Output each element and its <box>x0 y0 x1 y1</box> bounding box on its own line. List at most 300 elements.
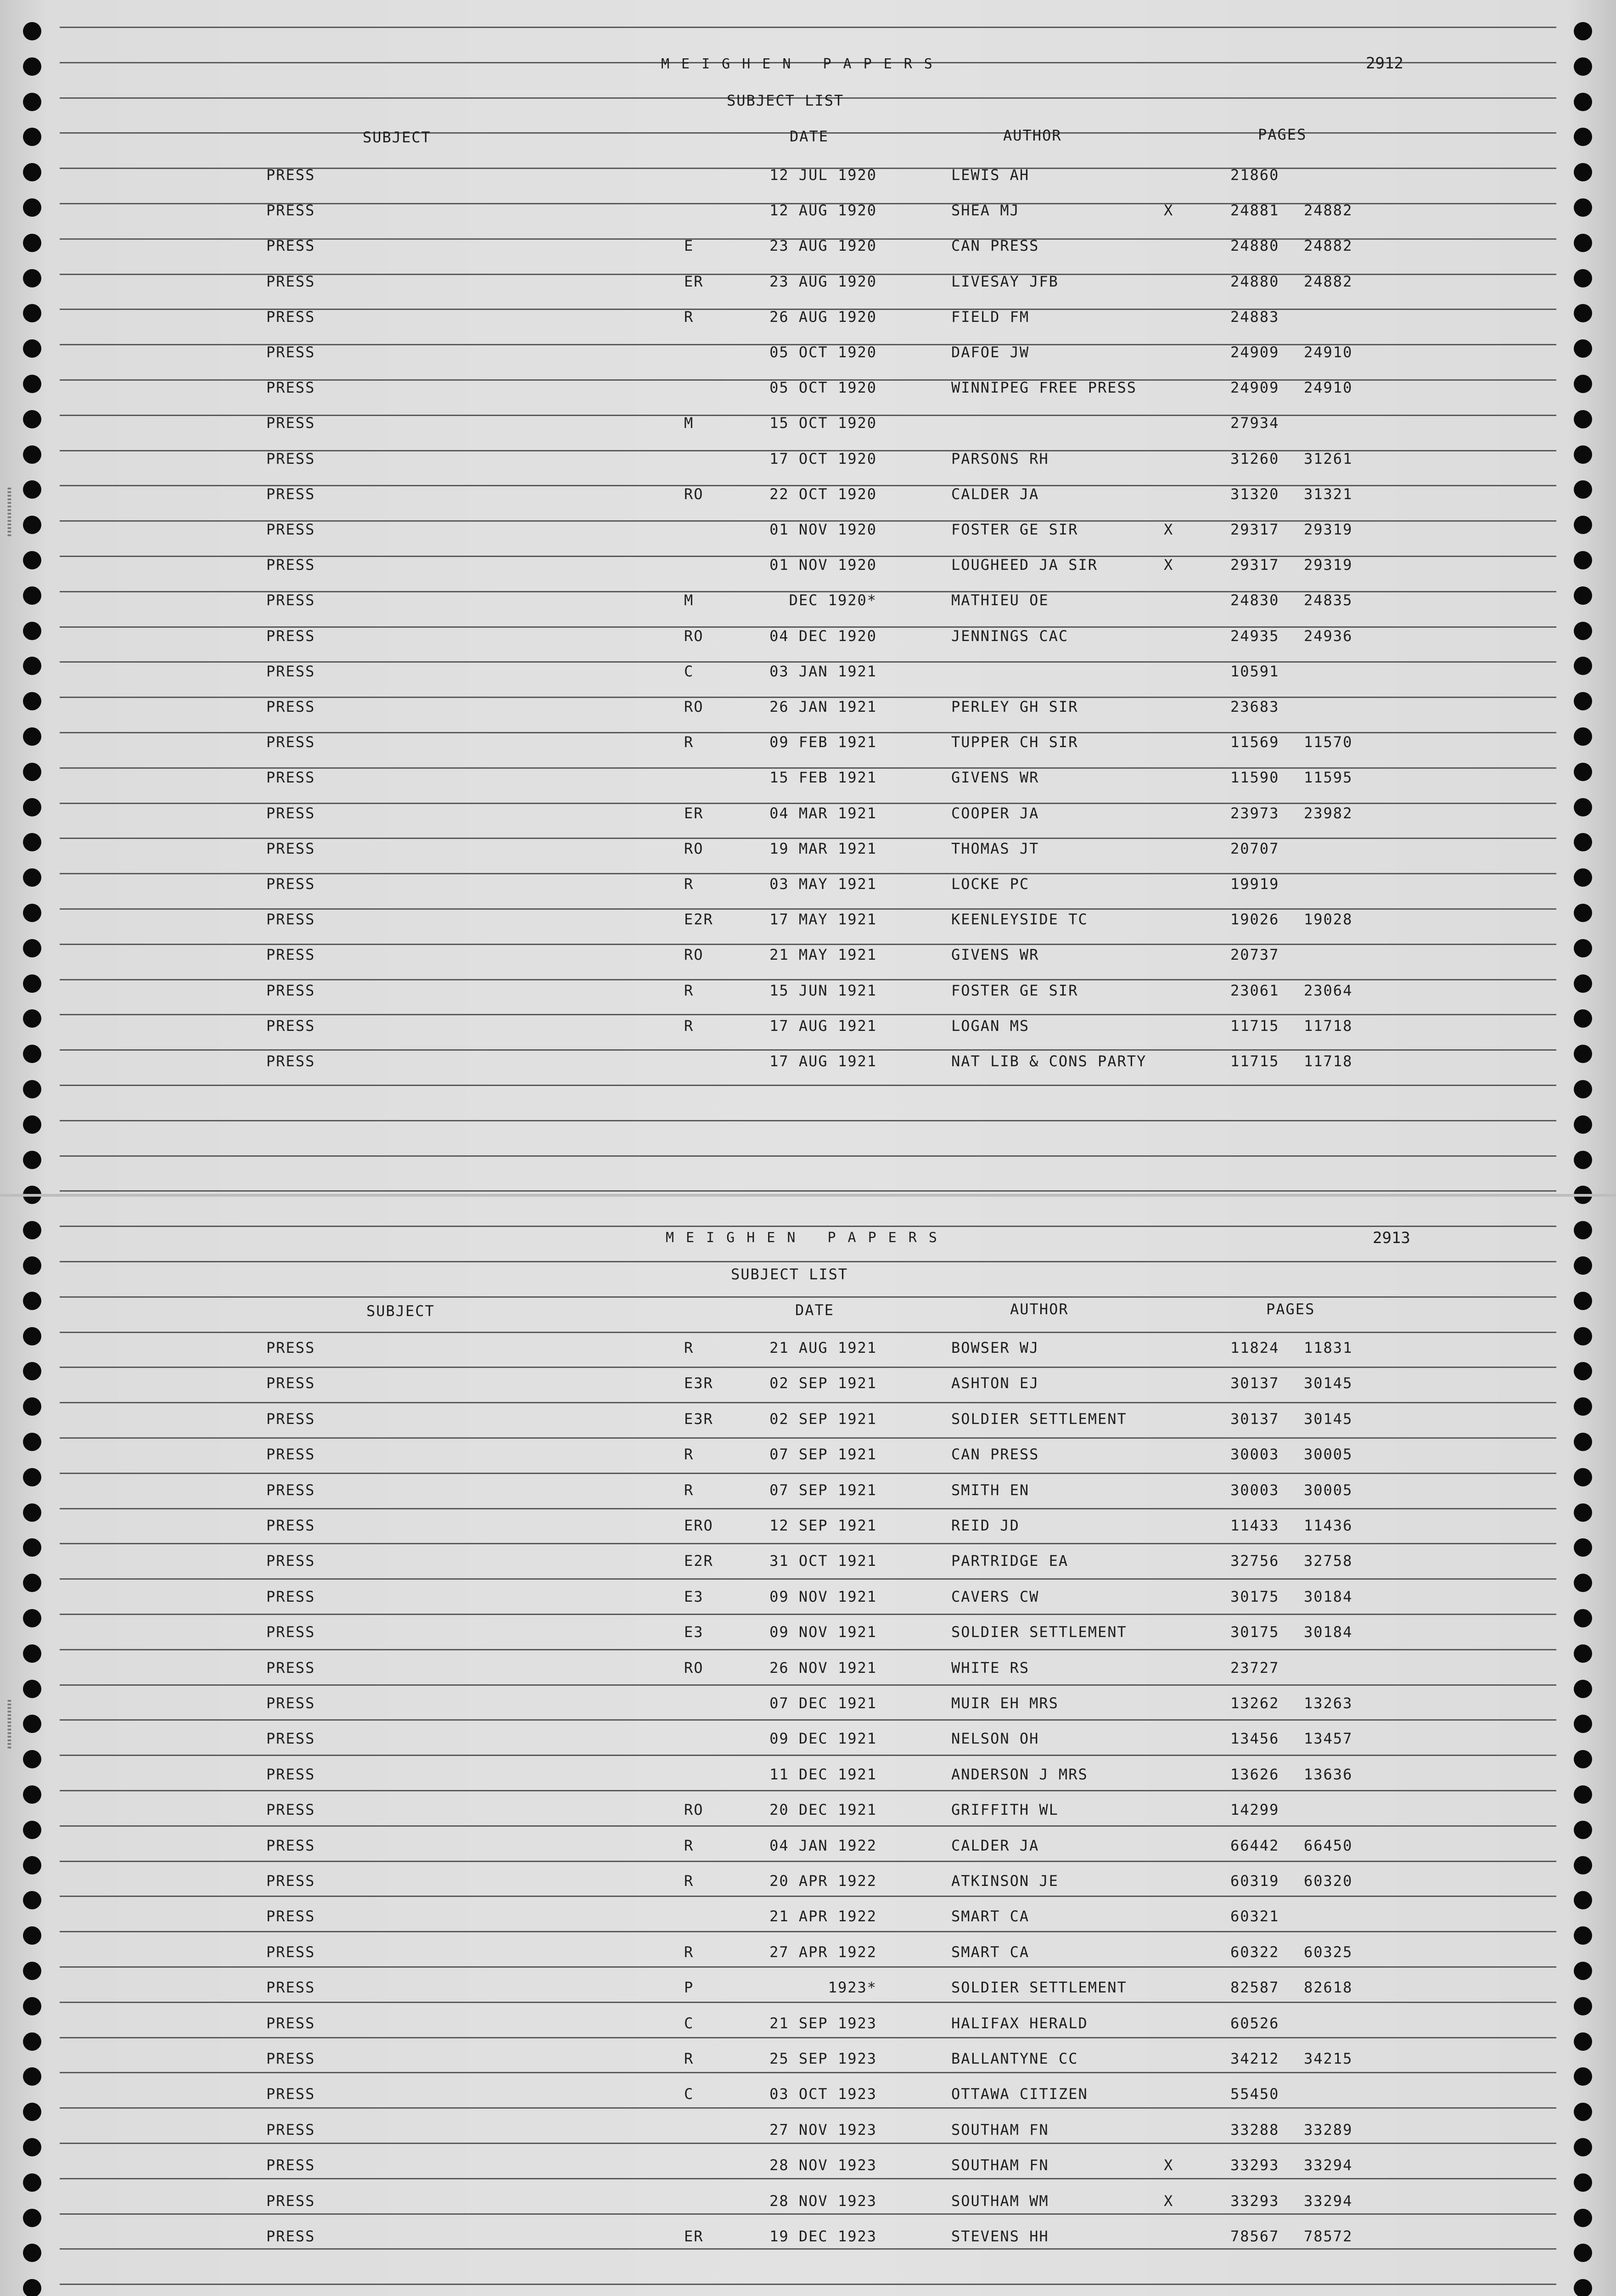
subject-cell: PRESS <box>266 1052 315 1070</box>
code-cell: RO <box>684 946 704 964</box>
subject-cell: PRESS <box>266 450 315 467</box>
date-cell: 26 AUG 1920 <box>769 308 877 326</box>
page-start-cell: 24881 <box>1230 202 1279 219</box>
page-end-cell: 30145 <box>1304 1410 1353 1428</box>
ruled-line <box>60 1155 1556 1157</box>
author-cell: LOGAN MS <box>951 1017 1030 1035</box>
page-end-cell: 60325 <box>1304 1943 1353 1961</box>
date-cell: 09 DEC 1921 <box>769 1730 877 1748</box>
feed-hole <box>23 1115 41 1134</box>
date-cell: 21 AUG 1921 <box>769 1339 877 1356</box>
page-end-cell: 24882 <box>1304 272 1353 290</box>
date-cell: 17 OCT 1920 <box>769 450 877 467</box>
author-cell: SHEA MJ <box>951 202 1020 219</box>
subject-cell: PRESS <box>266 166 315 184</box>
page-end-cell: 24835 <box>1304 591 1353 609</box>
table-row <box>0 379 1616 411</box>
page-start-cell: 14299 <box>1230 1801 1279 1819</box>
author-cell: ASHTON EJ <box>951 1374 1039 1392</box>
code-cell: E2R <box>684 911 713 929</box>
table-row <box>0 1872 1616 1904</box>
author-cell: ANDERSON J MRS <box>951 1765 1088 1783</box>
page-end-cell: 24936 <box>1304 627 1353 645</box>
code-cell: M <box>684 414 694 432</box>
date-cell: 04 DEC 1920 <box>769 627 877 645</box>
subject-cell: PRESS <box>266 875 315 893</box>
page-end-cell: 30145 <box>1304 1374 1353 1392</box>
table-row <box>0 2228 1616 2260</box>
author-cell: WINNIPEG FREE PRESS <box>951 379 1137 397</box>
subject-cell: PRESS <box>266 1872 315 1890</box>
author-cell: CAN PRESS <box>951 237 1039 255</box>
subject-cell: PRESS <box>266 1659 315 1677</box>
feed-hole <box>1574 57 1592 76</box>
code-cell: R <box>684 1339 694 1356</box>
form-imprint: ▮▮▮▮▮▮▮▮▮▮▮▮▮▮ <box>6 1699 13 1750</box>
date-cell: 17 MAY 1921 <box>769 911 877 929</box>
page-start-cell: 24935 <box>1230 627 1279 645</box>
table-row <box>0 1446 1616 1478</box>
code-cell: R <box>684 308 694 326</box>
date-cell: 21 APR 1922 <box>769 1908 877 1925</box>
page-start-cell: 66442 <box>1230 1836 1279 1854</box>
page-end-cell: 11718 <box>1304 1052 1353 1070</box>
author-cell: DAFOE JW <box>951 343 1030 361</box>
page-start-cell: 11433 <box>1230 1517 1279 1534</box>
page-start-cell: 21860 <box>1230 166 1279 184</box>
page-end-cell: 24882 <box>1304 237 1353 255</box>
code-cell: RO <box>684 698 704 715</box>
page-number: 2912 <box>1366 54 1403 73</box>
page-start-cell: 33293 <box>1230 2192 1279 2210</box>
date-cell: 22 OCT 1920 <box>769 485 877 503</box>
column-header-pages: PAGES <box>1258 126 1307 143</box>
author-cell: BOWSER WJ <box>951 1339 1039 1356</box>
subject-cell: PRESS <box>266 2085 315 2103</box>
ruled-line <box>60 873 1556 874</box>
table-row <box>0 1659 1616 1691</box>
code-cell: C <box>684 662 694 680</box>
page-end-cell: 31321 <box>1304 485 1353 503</box>
page-end-cell: 24910 <box>1304 379 1353 397</box>
page-end-cell: 11718 <box>1304 1017 1353 1035</box>
subject-cell: PRESS <box>266 1694 315 1712</box>
subject-cell: PRESS <box>266 946 315 964</box>
page-start-cell: 20737 <box>1230 946 1279 964</box>
sheet-title: MEIGHEN PAPERS <box>661 56 944 72</box>
table-row <box>0 414 1616 446</box>
page-end-cell: 11570 <box>1304 733 1353 751</box>
date-cell: 15 JUN 1921 <box>769 981 877 999</box>
table-row <box>0 946 1616 978</box>
subject-cell: PRESS <box>266 1623 315 1641</box>
page-start-cell: 32756 <box>1230 1552 1279 1570</box>
page-start-cell: 23973 <box>1230 804 1279 822</box>
subject-cell: PRESS <box>266 1979 315 1997</box>
perforation-fold <box>0 1194 1616 1197</box>
subject-cell: PRESS <box>266 1765 315 1783</box>
subject-cell: PRESS <box>266 2156 315 2174</box>
page-number: 2913 <box>1373 1229 1410 1247</box>
page-end-cell: 29319 <box>1304 521 1353 538</box>
table-row <box>0 911 1616 943</box>
table-row <box>0 733 1616 765</box>
page-end-cell: 11436 <box>1304 1517 1353 1534</box>
table-row <box>0 1017 1616 1049</box>
page-start-cell: 60526 <box>1230 2014 1279 2032</box>
table-row <box>0 1623 1616 1655</box>
table-row <box>0 1730 1616 1762</box>
author-cell: PARTRIDGE EA <box>951 1552 1069 1570</box>
date-cell: 26 NOV 1921 <box>769 1659 877 1677</box>
code-cell: RO <box>684 1801 704 1819</box>
table-row <box>0 1694 1616 1727</box>
author-cell: SOLDIER SETTLEMENT <box>951 1979 1127 1997</box>
page-end-cell: 30005 <box>1304 1446 1353 1463</box>
author-cell: SMART CA <box>951 1943 1030 1961</box>
table-row <box>0 521 1616 553</box>
table-row <box>0 1837 1616 1869</box>
page-start-cell: 31260 <box>1230 450 1279 467</box>
page-start-cell: 24880 <box>1230 272 1279 290</box>
table-row <box>0 627 1616 659</box>
code-cell: R <box>684 733 694 751</box>
author-cell: STEVENS HH <box>951 2228 1049 2245</box>
page-end-cell: 30005 <box>1304 1481 1353 1499</box>
table-row <box>0 1908 1616 1940</box>
author-cell: GIVENS WR <box>951 769 1039 787</box>
page-end-cell: 30184 <box>1304 1587 1353 1605</box>
page-start-cell: 24830 <box>1230 591 1279 609</box>
date-cell: 05 OCT 1920 <box>769 343 877 361</box>
table-row <box>0 840 1616 872</box>
ruled-line <box>60 1226 1556 1227</box>
table-row <box>0 1517 1616 1549</box>
table-row <box>0 1410 1616 1442</box>
ruled-line <box>60 979 1556 980</box>
author-cell: LEWIS AH <box>951 166 1030 184</box>
page-start-cell: 24880 <box>1230 237 1279 255</box>
subject-cell: PRESS <box>266 1374 315 1392</box>
page-start-cell: 20707 <box>1230 839 1279 857</box>
date-cell: 03 MAY 1921 <box>769 875 877 893</box>
flag-cell: X <box>1164 556 1174 574</box>
subject-cell: PRESS <box>266 343 315 361</box>
table-row <box>0 1052 1616 1085</box>
table-row <box>0 1552 1616 1584</box>
subject-cell: PRESS <box>266 911 315 929</box>
date-cell: 21 SEP 1923 <box>769 2014 877 2032</box>
subject-cell: PRESS <box>266 379 315 397</box>
subject-cell: PRESS <box>266 1481 315 1499</box>
table-row <box>0 1766 1616 1798</box>
page-start-cell: 11569 <box>1230 733 1279 751</box>
page-start-cell: 19026 <box>1230 911 1279 929</box>
subject-cell: PRESS <box>266 1517 315 1534</box>
author-cell: CAN PRESS <box>951 1446 1039 1463</box>
date-cell: 27 NOV 1923 <box>769 2121 877 2138</box>
page-end-cell: 23982 <box>1304 804 1353 822</box>
flag-cell: X <box>1164 2156 1174 2174</box>
code-cell: R <box>684 1872 694 1890</box>
subject-cell: PRESS <box>266 1552 315 1570</box>
table-row <box>0 485 1616 518</box>
page-start-cell: 82587 <box>1230 1979 1279 1997</box>
subject-cell: PRESS <box>266 2121 315 2138</box>
table-row <box>0 1374 1616 1407</box>
page-start-cell: 23727 <box>1230 1659 1279 1677</box>
flag-cell: X <box>1164 202 1174 219</box>
ruled-line <box>60 1085 1556 1086</box>
date-cell: 03 JAN 1921 <box>769 662 877 680</box>
date-cell: 03 OCT 1923 <box>769 2085 877 2103</box>
code-cell: R <box>684 2050 694 2067</box>
subject-cell: PRESS <box>266 1836 315 1854</box>
subject-cell: PRESS <box>266 1339 315 1356</box>
date-cell: 04 MAR 1921 <box>769 804 877 822</box>
page-end-cell: 13636 <box>1304 1765 1353 1783</box>
ruled-line <box>60 944 1556 945</box>
author-cell: LOCKE PC <box>951 875 1030 893</box>
page-start-cell: 31320 <box>1230 485 1279 503</box>
table-row <box>0 343 1616 376</box>
page-start-cell: 24909 <box>1230 343 1279 361</box>
author-cell: LOUGHEED JA SIR <box>951 556 1098 574</box>
table-row <box>0 769 1616 801</box>
feed-hole <box>23 22 41 40</box>
subject-cell: PRESS <box>266 981 315 999</box>
date-cell: 23 AUG 1920 <box>769 237 877 255</box>
page-start-cell: 24909 <box>1230 379 1279 397</box>
ruled-line <box>60 838 1556 839</box>
code-cell: E3 <box>684 1623 704 1641</box>
page-start-cell: 11590 <box>1230 769 1279 787</box>
code-cell: R <box>684 1446 694 1463</box>
feed-hole <box>1574 2279 1592 2296</box>
feed-hole <box>23 1292 41 1310</box>
ruled-line <box>60 1014 1556 1015</box>
subject-cell: PRESS <box>266 1943 315 1961</box>
ruled-line <box>60 767 1556 769</box>
code-cell: R <box>684 1481 694 1499</box>
author-cell: NELSON OH <box>951 1730 1039 1748</box>
author-cell: NAT LIB & CONS PARTY <box>951 1052 1147 1070</box>
subject-cell: PRESS <box>266 1446 315 1463</box>
author-cell: SOUTHAM FN <box>951 2121 1049 2138</box>
code-cell: E2R <box>684 1552 713 1570</box>
sheet-title: MEIGHEN PAPERS <box>666 1230 949 1246</box>
subject-cell: PRESS <box>266 414 315 432</box>
author-cell: HALIFAX HERALD <box>951 2014 1088 2032</box>
date-cell: 20 APR 1922 <box>769 1872 877 1890</box>
author-cell: SMITH EN <box>951 1481 1030 1499</box>
feed-hole <box>23 2279 41 2296</box>
form-imprint: ▮▮▮▮▮▮▮▮▮▮▮▮▮▮ <box>6 487 13 537</box>
ruled-line <box>60 1296 1556 1298</box>
page-start-cell: 23683 <box>1230 698 1279 715</box>
subject-cell: PRESS <box>266 733 315 751</box>
subject-cell: PRESS <box>266 1908 315 1925</box>
subject-cell: PRESS <box>266 308 315 326</box>
code-cell: E3 <box>684 1587 704 1605</box>
ruled-line <box>60 1120 1556 1121</box>
page-start-cell: 29317 <box>1230 556 1279 574</box>
subject-cell: PRESS <box>266 202 315 219</box>
author-cell: SOUTHAM WM <box>951 2192 1049 2210</box>
table-row <box>0 1588 1616 1620</box>
subject-cell: PRESS <box>266 2192 315 2210</box>
date-cell: 01 NOV 1920 <box>769 521 877 538</box>
code-cell: R <box>684 1017 694 1035</box>
page-start-cell: 30137 <box>1230 1410 1279 1428</box>
page-start-cell: 60322 <box>1230 1943 1279 1961</box>
subject-cell: PRESS <box>266 556 315 574</box>
table-row <box>0 166 1616 198</box>
feed-hole <box>1574 1115 1592 1134</box>
subject-cell: PRESS <box>266 521 315 538</box>
subject-cell: PRESS <box>266 1730 315 1748</box>
subject-cell: PRESS <box>266 591 315 609</box>
subject-cell: PRESS <box>266 2228 315 2245</box>
date-cell: 27 APR 1922 <box>769 1943 877 1961</box>
column-header-subject: SUBJECT <box>366 1302 435 1320</box>
page-start-cell: 60319 <box>1230 1872 1279 1890</box>
page-start-cell: 23061 <box>1230 981 1279 999</box>
subject-cell: PRESS <box>266 627 315 645</box>
code-cell: C <box>684 2014 694 2032</box>
code-cell: ER <box>684 272 704 290</box>
code-cell: R <box>684 1836 694 1854</box>
code-cell: R <box>684 875 694 893</box>
column-header-date: DATE <box>790 128 829 145</box>
page-end-cell: 23064 <box>1304 981 1353 999</box>
date-cell: 07 SEP 1921 <box>769 1446 877 1463</box>
code-cell: RO <box>684 627 704 645</box>
ruled-line <box>60 27 1556 28</box>
table-row <box>0 273 1616 305</box>
author-cell: SMART CA <box>951 1908 1030 1925</box>
subject-cell: PRESS <box>266 1410 315 1428</box>
page-start-cell: 60321 <box>1230 1908 1279 1925</box>
date-cell: 28 NOV 1923 <box>769 2192 877 2210</box>
author-cell: COOPER JA <box>951 804 1039 822</box>
author-cell: FOSTER GE SIR <box>951 981 1078 999</box>
page-start-cell: 13262 <box>1230 1694 1279 1712</box>
table-row <box>0 663 1616 695</box>
table-row <box>0 875 1616 907</box>
page-start-cell: 11824 <box>1230 1339 1279 1356</box>
author-cell: GIVENS WR <box>951 946 1039 964</box>
author-cell: ATKINSON JE <box>951 1872 1059 1890</box>
page-end-cell: 11831 <box>1304 1339 1353 1356</box>
subject-cell: PRESS <box>266 2014 315 2032</box>
code-cell: M <box>684 591 694 609</box>
table-row <box>0 2050 1616 2082</box>
page-end-cell: 33294 <box>1304 2192 1353 2210</box>
page-end-cell: 32758 <box>1304 1552 1353 1570</box>
page-start-cell: 10591 <box>1230 662 1279 680</box>
table-row <box>0 450 1616 482</box>
feed-hole <box>23 93 41 111</box>
author-cell: JENNINGS CAC <box>951 627 1069 645</box>
page-end-cell: 29319 <box>1304 556 1353 574</box>
date-cell: 04 JAN 1922 <box>769 1836 877 1854</box>
author-cell: OTTAWA CITIZEN <box>951 2085 1088 2103</box>
author-cell: SOLDIER SETTLEMENT <box>951 1410 1127 1428</box>
page-end-cell: 11595 <box>1304 769 1353 787</box>
page-start-cell: 13626 <box>1230 1765 1279 1783</box>
page-start-cell: 55450 <box>1230 2085 1279 2103</box>
subject-cell: PRESS <box>266 1801 315 1819</box>
table-row <box>0 698 1616 730</box>
date-cell: DEC 1920* <box>789 591 877 609</box>
ruled-line <box>60 2284 1556 2285</box>
author-cell: SOUTHAM FN <box>951 2156 1049 2174</box>
date-cell: 31 OCT 1921 <box>769 1552 877 1570</box>
date-cell: 11 DEC 1921 <box>769 1765 877 1783</box>
page-start-cell: 30175 <box>1230 1587 1279 1605</box>
page-start-cell: 30003 <box>1230 1481 1279 1499</box>
page-end-cell: 82618 <box>1304 1979 1353 1997</box>
page-end-cell: 60320 <box>1304 1872 1353 1890</box>
subject-cell: PRESS <box>266 698 315 715</box>
table-row <box>0 1481 1616 1514</box>
date-cell: 01 NOV 1920 <box>769 556 877 574</box>
date-cell: 07 DEC 1921 <box>769 1694 877 1712</box>
subject-cell: PRESS <box>266 485 315 503</box>
feed-hole <box>1574 1151 1592 1169</box>
date-cell: 09 NOV 1921 <box>769 1623 877 1641</box>
feed-hole <box>23 1151 41 1169</box>
date-cell: 23 AUG 1920 <box>769 272 877 290</box>
code-cell: RO <box>684 1659 704 1677</box>
page-start-cell: 30137 <box>1230 1374 1279 1392</box>
code-cell: ER <box>684 804 704 822</box>
date-cell: 26 JAN 1921 <box>769 698 877 715</box>
table-row <box>0 2121 1616 2153</box>
subject-cell: PRESS <box>266 237 315 255</box>
feed-hole <box>1574 93 1592 111</box>
ruled-line <box>60 1190 1556 1192</box>
table-row <box>0 202 1616 234</box>
table-row <box>0 591 1616 624</box>
page-end-cell: 24882 <box>1304 202 1353 219</box>
subject-cell: PRESS <box>266 2050 315 2067</box>
code-cell: E3R <box>684 1410 713 1428</box>
date-cell: 12 AUG 1920 <box>769 202 877 219</box>
page-end-cell: 34215 <box>1304 2050 1353 2067</box>
page-end-cell: 33294 <box>1304 2156 1353 2174</box>
page-end-cell: 13263 <box>1304 1694 1353 1712</box>
page-start-cell: 11715 <box>1230 1017 1279 1035</box>
table-row <box>0 1979 1616 2011</box>
subject-cell: PRESS <box>266 1587 315 1605</box>
code-cell: R <box>684 1943 694 1961</box>
author-cell: SOLDIER SETTLEMENT <box>951 1623 1127 1641</box>
page-end-cell: 13457 <box>1304 1730 1353 1748</box>
author-cell: PARSONS RH <box>951 450 1049 467</box>
feed-hole <box>23 57 41 76</box>
code-cell: R <box>684 981 694 999</box>
feed-hole <box>1574 1221 1592 1239</box>
page-start-cell: 33288 <box>1230 2121 1279 2138</box>
subject-list-heading: SUBJECT LIST <box>727 92 844 109</box>
author-cell: REID JD <box>951 1517 1020 1534</box>
author-cell: WHITE RS <box>951 1659 1030 1677</box>
code-cell: RO <box>684 839 704 857</box>
date-cell: 07 SEP 1921 <box>769 1481 877 1499</box>
table-row <box>0 1339 1616 1371</box>
